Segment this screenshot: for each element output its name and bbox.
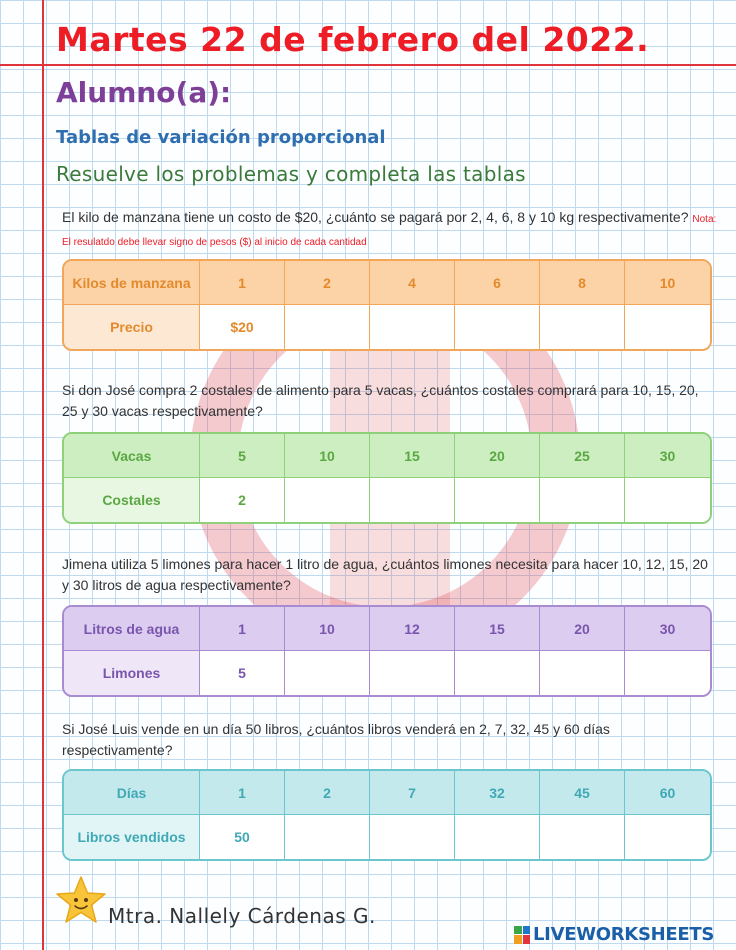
answer-input[interactable] [625,651,710,695]
table-cows [62,432,712,524]
answer-input[interactable] [370,478,455,522]
problem-1-note: Nota: El resulatdo debe llevar signo de pesos ($) al inicio de cada cantidad [62,214,717,248]
liveworksheets-icon [514,926,530,944]
answer-input[interactable] [370,305,455,349]
row-header-dias: Días [64,771,200,815]
cell-value: 1 [200,261,285,305]
table-apples [62,259,712,351]
table-books [62,769,712,861]
cell-value: 30 [625,434,710,478]
given-answer: 50 [200,815,285,859]
answer-input[interactable] [455,651,540,695]
cell-value: 5 [200,434,285,478]
cell-value: 32 [455,771,540,815]
row-header-vacas: Vacas [64,434,200,478]
answer-input[interactable] [455,815,540,859]
cell-value: 2 [285,771,370,815]
cell-value: 4 [370,261,455,305]
answer-input[interactable] [285,815,370,859]
answer-input[interactable] [285,305,370,349]
cell-value: 20 [540,607,625,651]
instructions: Resuelve los problemas y completa las tablas [56,162,526,186]
student-label: Alumno(a): [56,76,232,109]
answer-input[interactable] [370,815,455,859]
cell-value: 6 [455,261,540,305]
answer-input[interactable] [455,305,540,349]
date-title: Martes 22 de febrero del 2022. [56,20,650,59]
answer-input[interactable] [625,815,710,859]
cell-value: 1 [200,771,285,815]
cell-value: 12 [370,607,455,651]
cell-value: 60 [625,771,710,815]
answer-input[interactable] [540,305,625,349]
cell-value: 25 [540,434,625,478]
problem-4-text: Si José Luis vende en un día 50 libros, ¿cuántos libros venderá en 2, 7, 32, 45 y 60 días respectivamente? [62,721,610,758]
liveworksheets-logo[interactable] [514,924,714,945]
star-icon [54,874,108,928]
brand-text: LIVEWORKSHEETS [533,924,715,945]
worksheet-subtitle: Tablas de variación proporcional [56,127,386,148]
answer-input[interactable] [540,815,625,859]
row-header-precio: Precio [64,305,200,349]
margin-line-horizontal [0,64,736,66]
cell-value: 10 [625,261,710,305]
answer-input[interactable] [285,478,370,522]
answer-input[interactable] [285,651,370,695]
answer-input[interactable] [540,651,625,695]
answer-input[interactable] [370,651,455,695]
cell-value: 2 [285,261,370,305]
author-name: Mtra. Nallely Cárdenas G. [108,904,376,928]
answer-input[interactable] [625,478,710,522]
given-answer: 5 [200,651,285,695]
answer-input[interactable] [540,478,625,522]
cell-value: 10 [285,434,370,478]
given-answer: $20 [200,305,285,349]
margin-line-vertical [42,0,44,950]
given-answer: 2 [200,478,285,522]
cell-value: 7 [370,771,455,815]
cell-value: 15 [455,607,540,651]
problem-1-statement: El kilo de manzana tiene un costo de $20, ¿cuánto se pagará por 2, 4, 6, 8 y 10 kg respectivamente? [62,209,689,225]
cell-value: 1 [200,607,285,651]
row-header-litros: Litros de agua [64,607,200,651]
row-header-libros: Libros vendidos [64,815,200,859]
cell-value: 15 [370,434,455,478]
table-lemons [62,605,712,697]
row-header-costales: Costales [64,478,200,522]
cell-value: 45 [540,771,625,815]
row-header-limones: Limones [64,651,200,695]
answer-input[interactable] [625,305,710,349]
problem-1-text [62,207,718,253]
problem-2-text: Si don José compra 2 costales de alimento para 5 vacas, ¿cuántos costales comprará para 10, 15, 20, 25 y 30 vacas respectivamente? [62,382,699,419]
cell-value: 30 [625,607,710,651]
cell-value: 10 [285,607,370,651]
answer-input[interactable] [455,478,540,522]
row-header-kilos: Kilos de manzana [64,261,200,305]
problem-3-text: Jimena utiliza 5 limones para hacer 1 litro de agua, ¿cuántos limones necesita para hacer 10, 12, 15, 20 y 30 litros de agua respectivamente? [62,556,708,593]
cell-value: 8 [540,261,625,305]
cell-value: 20 [455,434,540,478]
